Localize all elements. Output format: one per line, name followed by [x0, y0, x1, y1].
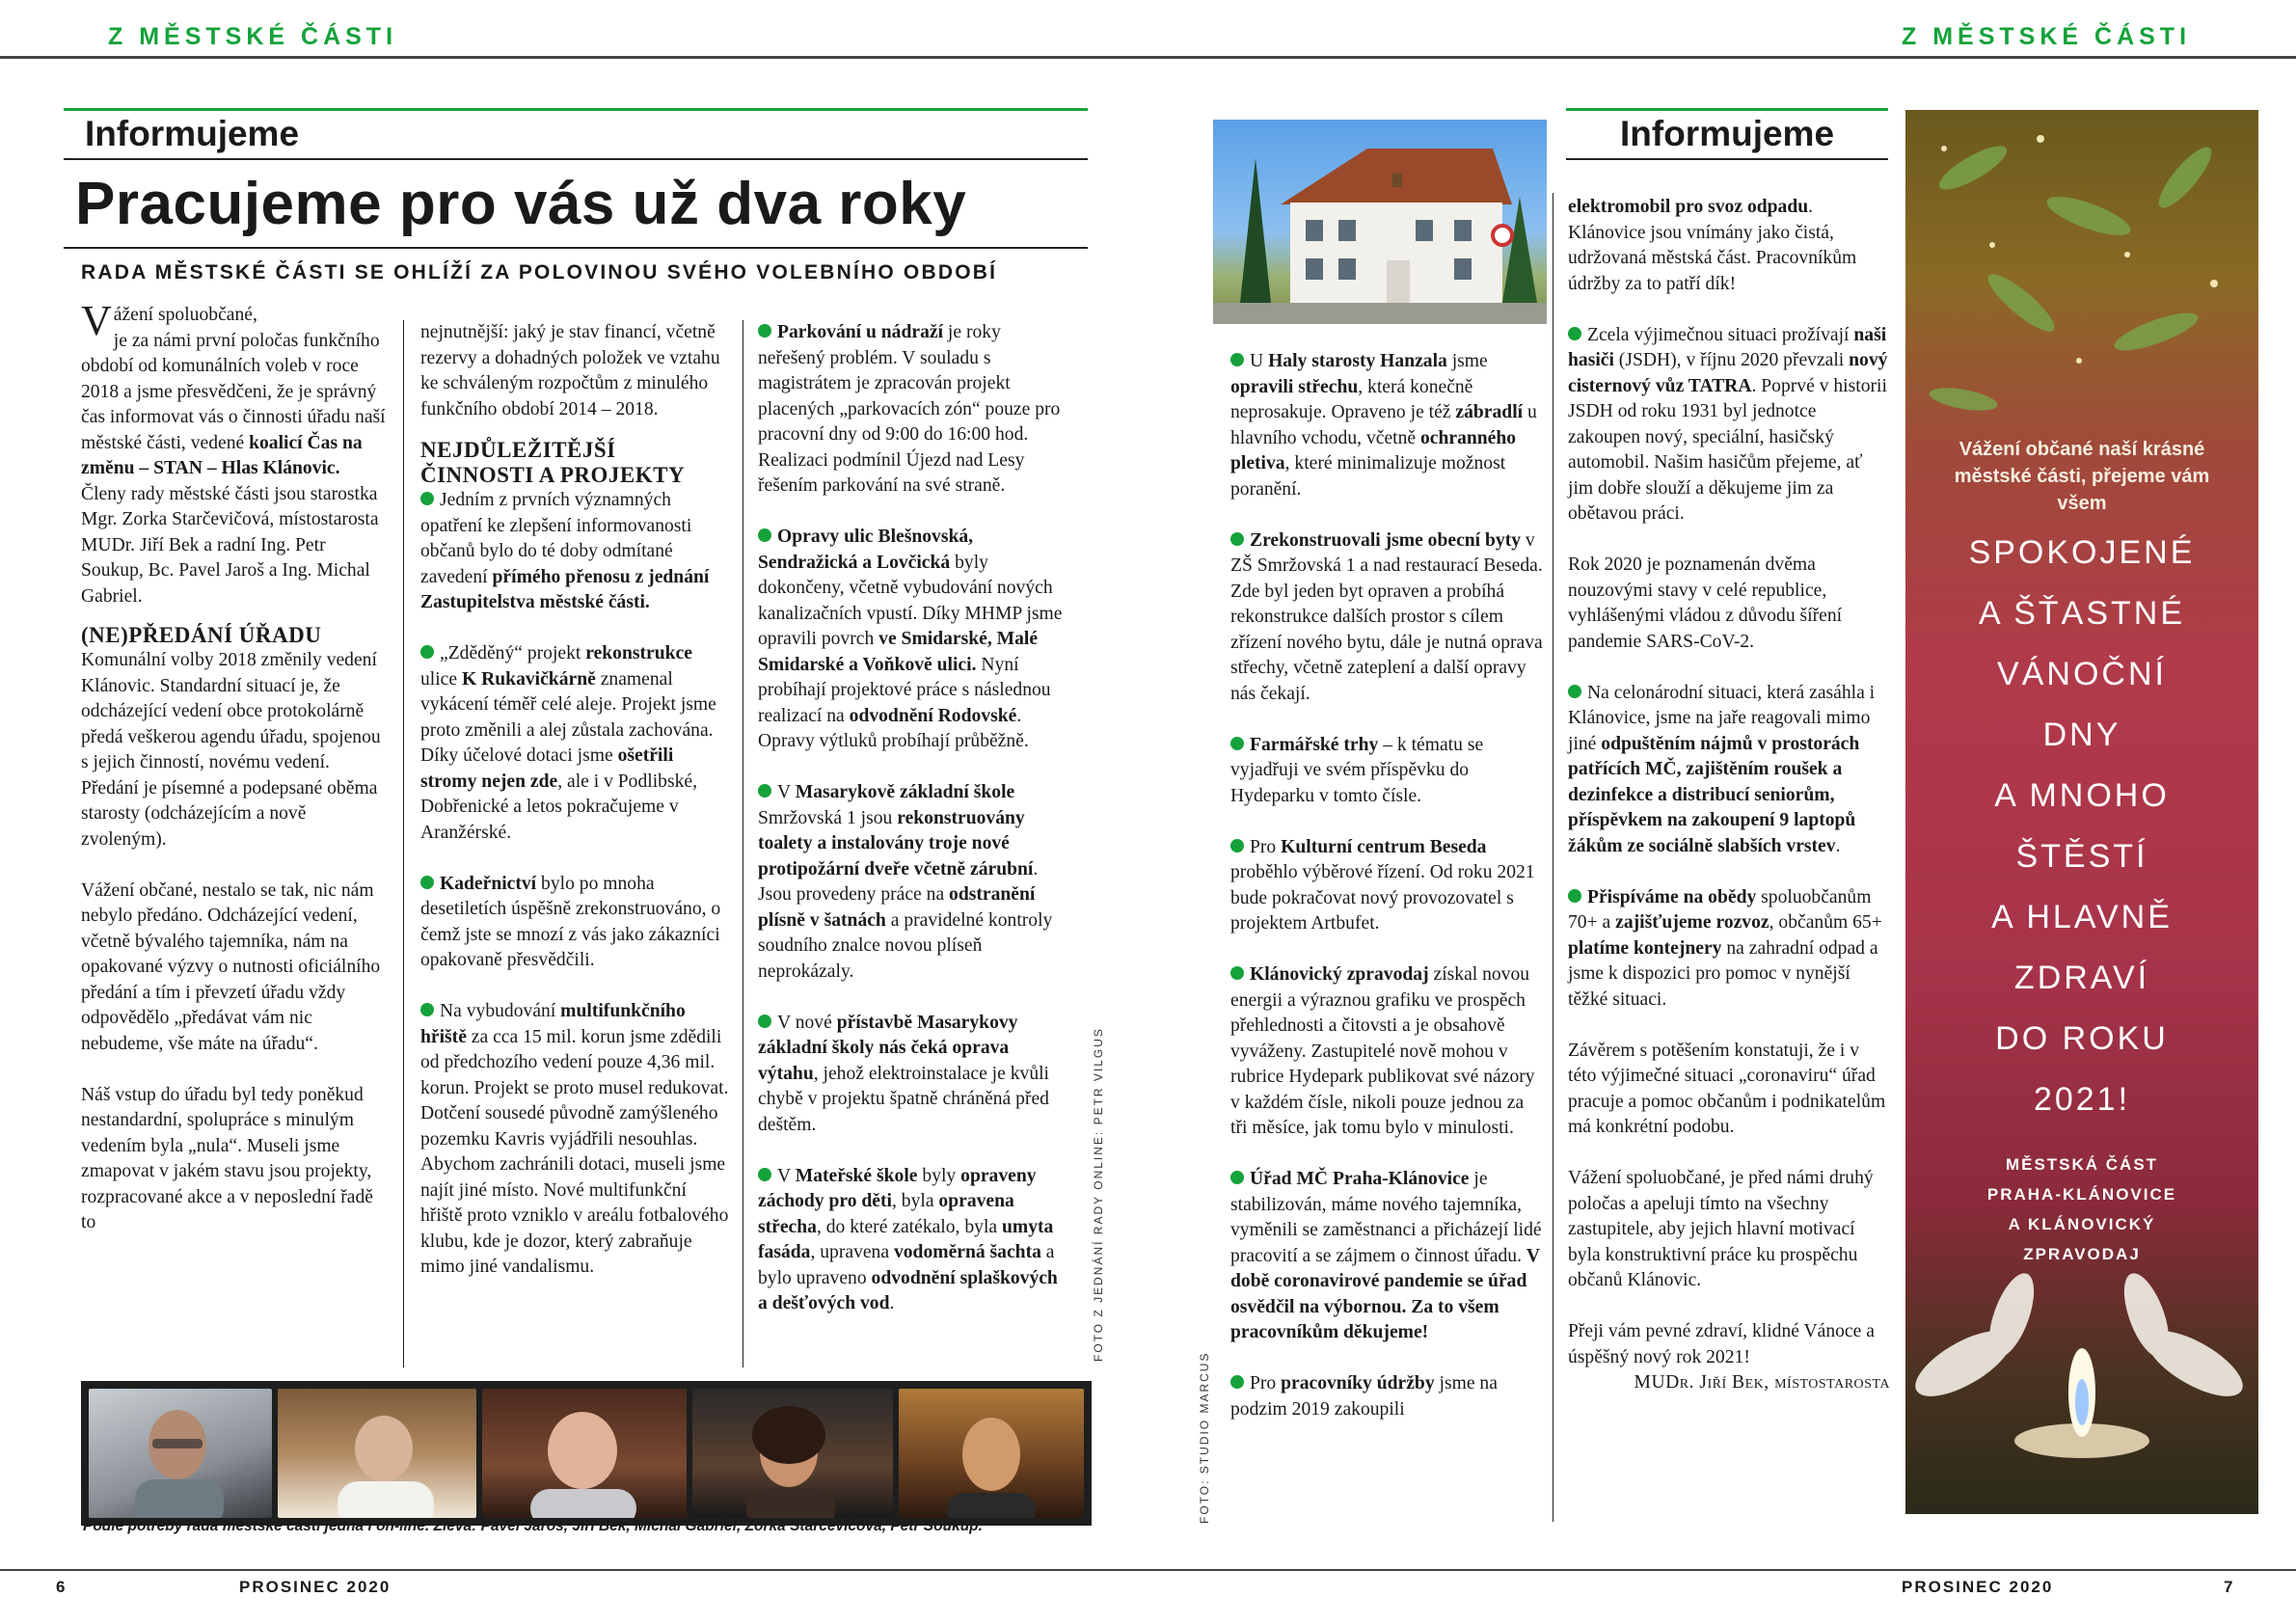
bullet-text: .: [889, 1293, 895, 1313]
page-number-left: 6: [56, 1578, 68, 1596]
conference-photo-strip: [81, 1381, 1092, 1526]
photo-credit-right: FOTO: STUDIO MARCUS: [1198, 1351, 1211, 1524]
bullet-text: jsme: [1446, 351, 1488, 371]
signature: MUDr. Jiří Bek, místostarosta: [1634, 1372, 1890, 1393]
bold-text: ve Smidarské, Malé Smidarské a Voňkově ulici.: [758, 629, 1039, 675]
column-divider: [403, 320, 404, 1367]
section-label-left: Z MĚSTSKÉ ČÁSTI: [108, 23, 398, 50]
bullet-icon: [1230, 1375, 1244, 1389]
section-label-right: Z MĚSTSKÉ ČÁSTI: [1902, 23, 2192, 50]
bullet-text: Pro: [1250, 1373, 1282, 1394]
kicker-left: Informujeme: [85, 114, 300, 153]
bullet-icon: [420, 645, 434, 659]
bold-text: opravili střechu: [1230, 376, 1359, 397]
bullet-text: V nové: [777, 1012, 837, 1033]
bold-text: Masarykově základní škole: [795, 782, 1015, 802]
bullet-text: „Zděděný“ projekt: [440, 643, 586, 663]
bullet-text: spoluobčanům 70+ a: [1568, 886, 1872, 933]
bold-text: zábradlí: [1455, 402, 1524, 422]
bullet-text: , ale i v Podlibské, Dobřenické a letos pokračujeme v Aranžérské.: [420, 771, 697, 843]
header-rule-left: [0, 56, 1148, 59]
intro-text-2: Členy rady městské části jsou starostka Mgr. Zorka Starčevičová, místostarosta MUDr. Jiří Bek a radní Ing. Petr Soukup, Bc. Pavel Jaroš a Ing. Michal Gabriel.: [81, 483, 379, 607]
paragraph: Vážení spoluobčané, je před námi druhý poločas a apeluji tímto na všechny zastupitele, aby jejich hlavní motivací byla konstruktivní práce ku prospěchu občanů Klánovic.: [1568, 1168, 1874, 1290]
person-icon: [278, 1389, 476, 1518]
photo-caption: Podle potřeby rada městské části jedná i on-line. Zleva: Pavel Jaroš, Jiří Bek, Michal Gabriel, Zorka Starčevičová, Petr Soukup.: [83, 1518, 983, 1534]
bullet-text: , jehož elektroinstalace je kvůli chybě v projektu špatně chráněná před deštěm.: [758, 1063, 1049, 1135]
footer-rule-right: [1148, 1569, 2296, 1571]
bullet-icon: [1568, 685, 1581, 698]
banner-sign-line: A KLÁNOVICKÝ: [2008, 1215, 2156, 1233]
paragraph: Náš vstup do úřadu byl tedy poněkud nestandardní, spolupráce s minulým vedením byla „nula“. Museli jsme zmapovat v jakém stavu jsou projekty, rozpracované akce a v neposlední řadě to: [81, 1084, 373, 1232]
subhead: RADA MĚSTSKÉ ČÁSTI SE OHLÍŽÍ ZA POLOVINOU SVÉHO VOLEBNÍHO OBDOBÍ: [81, 261, 998, 284]
banner-wish-line: DO ROKU: [1995, 1020, 2169, 1057]
bold-text: nový cisternový vůz TATRA: [1568, 350, 1888, 396]
banner-sign-line: PRAHA-KLÁNOVICE: [1986, 1185, 2177, 1204]
bold-text: Mateřské škole: [795, 1165, 918, 1186]
bullet-text: (JSDH), v říjnu 2020 převzali: [1613, 350, 1850, 370]
drop-cap: V: [81, 297, 112, 344]
bullet-text: a pravidelné kontroly soudního znalce novou plíseň neprokázaly.: [758, 909, 1053, 982]
bold-text: Opravy ulic Blešnovská, Sendražická a Lovčická: [758, 527, 974, 573]
column-4: [1230, 349, 1543, 1422]
bullet-icon: [1568, 889, 1581, 903]
bullet-icon: [1230, 839, 1244, 853]
bullet-text: na zahradní odpad a jsme k dispozici pro pomoc v nynější těžké situaci.: [1568, 937, 1878, 1010]
issue-left: PROSINEC 2020: [239, 1578, 392, 1596]
bullet-text: . Jsou provedeny práce na: [758, 858, 1039, 905]
bold-text: přímého přenosu z jednání Zastupitelstva městské části.: [420, 566, 710, 612]
bold-text: Parkování u nádraží: [777, 322, 944, 342]
bullet-text: jsme na podzim 2019 zakoupili: [1230, 1373, 1498, 1420]
bold-text: platíme kontejnery: [1568, 937, 1722, 959]
banner-greeting: Vážení občané naší krásné městské části, přejeme vám všem: [1954, 439, 2210, 514]
bullet-icon: [1230, 1171, 1244, 1184]
participant-photo: [899, 1389, 1084, 1518]
bullet-text: byly dokončeny, včetně vybudování nových kanalizačních vpustí. Díky MHMP jsme opravili povrch: [758, 552, 1063, 649]
bold-text: K Rukavičkárně: [461, 668, 596, 690]
kicker-rule-left: [64, 108, 1088, 111]
bullet-text: Pro: [1250, 836, 1282, 857]
paragraph: Přeji vám pevné zdraví, klidné Vánoce a úspěšný nový rok 2021!: [1568, 1321, 1875, 1367]
bold-text: Přispíváme na obědy: [1587, 886, 1757, 907]
bullet-text: , které minimalizuje možnost poranění.: [1230, 453, 1506, 500]
headline: Pracujeme pro vás už dva roky: [75, 171, 967, 237]
bold-text: Kadeřnictví: [440, 873, 537, 894]
banner-wish-line: A MNOHO: [1994, 777, 2170, 814]
bullet-text: U: [1250, 351, 1269, 371]
bullet-text: .: [1835, 835, 1841, 856]
participant-photo: [278, 1389, 476, 1518]
intro-text: je za námi první poločas funkčního období od komunálních voleb v roce 2018 a jsme přesvědčeni, že je správný čas informovat vás o činnosti úřadu naší městské části, vedené: [81, 330, 386, 453]
bullet-icon: [1230, 737, 1244, 750]
column-2: [420, 320, 729, 1281]
bullet-text: . Opravy výtluků probíhají průběžně.: [758, 705, 1029, 751]
bullet-text: . Poprvé v historii JSDH od roku 1931 byl jednotce zakoupen nový, speciální, hasičský automobil. Našim hasičům přejeme, ať jim dobře slouží a děkujeme jim za obětavou práci.: [1568, 375, 1887, 524]
bullet-text: Smržovská 1 jsou: [758, 807, 898, 828]
bold-text: opraveny záchody pro děti: [758, 1165, 1037, 1211]
banner-wish-line: DNY: [2042, 717, 2121, 753]
bold-text: odvodnění Rodovské: [849, 705, 1017, 726]
column-5: [1568, 195, 1890, 1396]
person-icon: [482, 1389, 687, 1518]
person-icon: [692, 1389, 893, 1518]
bullet-text: bylo po mnoha desetiletích úspěšně zrekonstruováno, o čemž jste se mnozí z vás jako zákazníci opakovaně přesvědčili.: [420, 873, 721, 970]
bullet-text: Na vybudování: [440, 1001, 561, 1021]
bold-text: rekonstruovány toalety a instalovány troje nové protipožární dveře včetně zárubní: [758, 807, 1034, 880]
bullet-text: , upravena: [810, 1242, 894, 1262]
bullet-text: , do které zatékalo, byla: [816, 1216, 1002, 1237]
paragraph: Závěrem s potěšením konstatuji, že i v této výjimečné situaci „coronaviru“ úřad pracuje a pomoc občanům i podnikatelům má konkrétní podobu.: [1568, 1040, 1886, 1137]
page-number-right: 7: [2224, 1578, 2235, 1596]
banner-wish-line: A ŠŤASTNÉ: [1978, 595, 2186, 632]
banner-wish-line: 2021!: [2033, 1081, 2131, 1118]
bullet-text: – k tématu se vyjadřuji ve svém příspěvku do Hydeparku v tomto čísle.: [1230, 734, 1484, 806]
bold-text: elektromobil pro svoz odpadu: [1568, 197, 1809, 217]
bullet-text: a bylo upraveno: [758, 1242, 1055, 1288]
bold-text: V době coronavirové pandemie se úřad osvědčil na výbornou. Za to všem pracovníkům děkujeme!: [1230, 1245, 1540, 1342]
bullet-text: V: [777, 782, 796, 802]
bullet-text: je roky neřešený problém. V souladu s magistrátem je zpracován projekt placených „parkovacích zón“ pouze pro pracovní dny od 9:00 do 16:00 hod. Realizaci podmínil Újezd nad Lesy řešením parkování na své straně.: [758, 322, 1061, 496]
bold-text: Haly starosty Hanzala: [1268, 351, 1447, 371]
bold-text: Úřad MČ Praha-Klánovice: [1250, 1169, 1470, 1189]
bold-text: Zrekonstruovali jsme obecní byty: [1250, 529, 1522, 551]
bold-text: odstranění plísně v šatnách: [758, 884, 1036, 931]
bullet-text: Na celonárodní situaci, která zasáhla i Klánovice, jsme na jaře reagovali mimo jiné: [1568, 682, 1876, 754]
bold-text: Klánovický zpravodaj: [1250, 964, 1429, 985]
bullet-text: Zcela výjimečnou situaci prožívají: [1587, 324, 1854, 345]
bold-text: vodoměrná šachta: [893, 1242, 1041, 1262]
bold-text: rekonstrukce: [585, 643, 692, 663]
bullet-text: proběhlo výběrové řízení. Od roku 2021 bude pokračovat nový provozovatel s projektem Artbufet.: [1230, 862, 1535, 934]
town-hall-photo: [1213, 120, 1547, 324]
banner-sign-line: MĚSTSKÁ ČÁST: [2005, 1155, 2159, 1174]
banner-signature: [1905, 1150, 2258, 1269]
banner-wish-line: ŠTĚSTÍ: [2015, 838, 2148, 875]
paragraph: Komunální volby 2018 změnily vedení Klánovic. Standardní situací je, že odcházející vedení obce protokolárně předá veškerou agendu úřadu, spojenou s jejich činností, novému vedení. Předání je písemné a podepsané oběma starosty (odcházejícím a nově zvoleným).: [81, 650, 381, 850]
bullet-text: , byla: [891, 1191, 939, 1211]
kicker-underline: [64, 158, 1088, 160]
participant-photo: [89, 1389, 272, 1518]
bullet-icon: [758, 1168, 771, 1181]
bold-text: Farmářské trhy: [1250, 734, 1379, 755]
paragraph: Vážení občané, nestalo se tak, nic nám nebylo předáno. Odcházející vedení, včetně bývalého tajemníka, nám na opakované výzvy o nutnosti oficiálního předání a tím i převzetí úřadu vždy odpovědělo „předávat vám nic nebudeme, vše máte na úřadu“.: [81, 880, 381, 1054]
bullet-icon: [758, 1015, 771, 1028]
bullet-text: , občanům 65+: [1769, 912, 1882, 933]
coalition-name: koalicí Čas na změnu – STAN – Hlas Klánovic.: [81, 432, 363, 478]
bold-text: Kulturní centrum Beseda: [1281, 836, 1487, 857]
bold-text: multifunkčního hřiště: [420, 1001, 686, 1047]
bullet-icon: [420, 876, 434, 889]
bullet-text: byly: [917, 1165, 961, 1186]
participant-photo: [692, 1389, 893, 1518]
issue-right: PROSINEC 2020: [1902, 1578, 2054, 1596]
footer-rule-left: [0, 1569, 1148, 1571]
intro-first: ážení spoluobčané,: [113, 305, 257, 325]
bold-text: odvodnění splaškových a dešťových vod: [758, 1267, 1058, 1313]
participant-photo: [482, 1389, 687, 1518]
paragraph: Rok 2020 je poznamenán dvěma nouzovými stavy v celé republice, vyhlášenými vládou z důvodu šíření pandemie SARS-CoV-2.: [1568, 555, 1843, 652]
bullet-text: Nyní probíhají projektové práce s následnou realizací na: [758, 654, 1051, 726]
bullet-text: Jedním z prvních významných opatření ke zlepšení informovanosti občanů bylo do té doby odmítané zavedení: [420, 490, 692, 587]
christmas-banner: [1905, 110, 2258, 1514]
bullet-icon: [420, 492, 434, 505]
bullet-icon: [420, 1003, 434, 1016]
bold-text: opravena střecha: [758, 1191, 1014, 1237]
bullet-text: znamenal vykácení téměř celé aleje. Projekt jsme proto změnili a alej zůstala zachována. Díky účelové dotaci jsme: [420, 668, 716, 766]
bullet-icon: [1230, 532, 1244, 546]
banner-wish-line: SPOKOJENÉ: [1968, 534, 2196, 571]
paragraph: . Klánovice jsou vnímány jako čistá, udržovaná městská část. Pracovníkům údržby za to patří dík!: [1568, 197, 1857, 294]
bold-text: umyta fasáda: [758, 1216, 1054, 1262]
bold-text: odpuštěním nájmů v prostorách patřících MČ, zajištěním roušek a dezinfekce a distribucí seniorům, příspěvkem na zakoupení 9 laptopů žákům ze sociálně slabších vrstev: [1568, 733, 1860, 856]
bullet-text: získal novou energii a výraznou grafiku ve prospěch přehlednosti a čitovsti a je obsahově vyváženy.: [1230, 964, 1530, 1062]
bullet-icon: [758, 528, 771, 542]
header-rule-right: [1148, 56, 2296, 59]
column-1: [81, 297, 390, 1236]
subheading-projects: NEJDŮLEŽITĚJŠÍ ČINNOSTI A PROJEKTY: [420, 438, 686, 487]
bullet-icon: [1230, 353, 1244, 366]
banner-wish: [1905, 523, 2258, 1130]
kicker-rule-right: [1566, 108, 1888, 111]
bullet-text: za cca 15 mil. korun jsme zdědili od předchozího vedení pouze 4,36 mil. korun. Projekt se proto musel redukovat. Dotčení sousedé původně zamýšleného pozemku Kavris vyjádřili nesouhlas. Abychom zachránili dotaci, museli jsme najít jiné místo. Nové multifunkční hřiště proto vzniklo v areálu fotbalového klubu, kde je dozor, který zabraňuje mimo jiné vandalismu.: [420, 1026, 729, 1277]
bold-text: přístavbě Masarykovy základní školy nás čeká oprava výtahu: [758, 1012, 1018, 1084]
bold-text: ošetřili stromy nejen zde: [420, 745, 674, 792]
bullet-icon: [758, 324, 771, 338]
person-icon: [899, 1389, 1084, 1518]
bullet-icon: [758, 784, 771, 798]
kicker-right: Informujeme: [1620, 114, 1835, 153]
banner-wish-line: VÁNOČNÍ: [1997, 656, 2167, 692]
bullet-text: v ZŠ Smržovská 1 a nad restaurací Beseda. Zde byl jeden byt opraven a probíhá rekonstrukce dalších prostor s cílem zřízení nového bytu, dále je nutná oprava střechy, včetně zateplení a další opravy nás čekají.: [1230, 529, 1543, 704]
banner-sign-line: ZPRAVODAJ: [2023, 1245, 2141, 1263]
bold-text: pracovníky údržby: [1281, 1373, 1435, 1394]
column-3: [758, 320, 1070, 1317]
bold-text: ochranného pletiva: [1230, 427, 1517, 474]
headline-rule: [64, 247, 1088, 249]
photo-credit-left: FOTO Z JEDNÁNÍ RADY ONLINE: PETR VILGUS: [1092, 1027, 1105, 1362]
banner-wish-line: ZDRAVÍ: [2013, 960, 2150, 996]
bullet-text: je stabilizován, máme nového tajemníka, vyměnili se zaměstnanci a přicházejí lidé pracovití a se zájmem o činnost úřadu.: [1230, 1169, 1542, 1266]
bullet-text: , která konečně neprosakuje. Opraveno je též: [1230, 376, 1473, 422]
bullet-text: V: [777, 1165, 796, 1186]
person-icon: [89, 1389, 272, 1518]
bullet-text: ulice: [420, 668, 462, 690]
subheading-handover: (NE)PŘEDÁNÍ ÚŘADU: [81, 623, 322, 647]
bullet-text: Zastupitelé nově mohou v rubrice Hydepark publikovat své názory v každém čísle, nikoli pouze jednou za tři měsíce, jak tomu bylo v minulosti.: [1230, 1041, 1535, 1138]
kicker-underline-right: [1566, 158, 1888, 160]
banner-wish-line: A HLAVNĚ: [1991, 899, 2173, 935]
bullet-icon: [1568, 327, 1581, 340]
bullet-text: u hlavního vchodu, včetně: [1230, 402, 1537, 448]
bullet-icon: [1230, 966, 1244, 980]
bold-text: zajišťujeme rozvoz: [1615, 912, 1769, 933]
building-icon: [1213, 120, 1547, 324]
paragraph: nejnutnější: jaký je stav financí, včetně rezervy a dohadných položek ve vztahu ke schváleným rozpočtům z minulého funkčního období 2014 – 2018.: [420, 322, 720, 420]
bold-text: naši hasiči: [1568, 324, 1887, 370]
